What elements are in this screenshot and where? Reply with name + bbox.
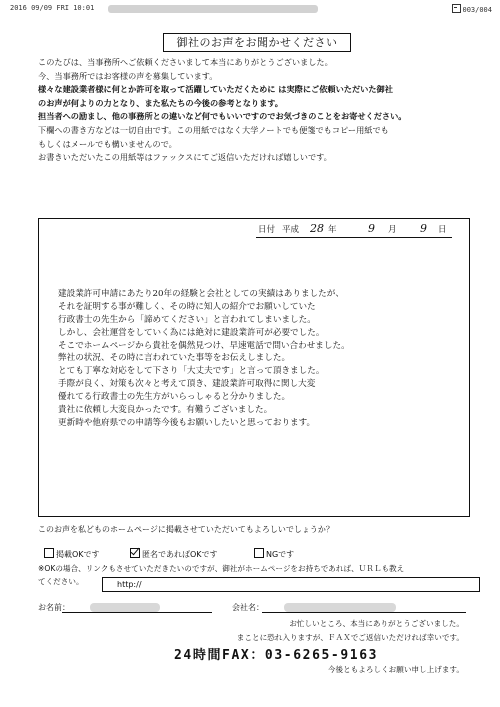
testimonial-line: 手際が良く、対策も次々と考えて頂き、建設業許可取得に関し大変 — [58, 379, 316, 390]
testimonial-line: 弊社の状況、その時に言われていた事等をお伝えしました。 — [58, 353, 291, 364]
closing-fax-request: まことに恐れ入りますが、ＦＡＸでご返信いただければ幸いです。 — [236, 633, 464, 642]
intro-line: このたびは、当事務所へご依頼くださいまして本当にありがとうございました。 — [38, 57, 333, 67]
consent-question: このお声を私どものホームページに掲載させていただいてもよろしいでしょうか？ — [38, 525, 334, 534]
page-icon — [452, 4, 461, 13]
date-label: 日付 — [258, 225, 276, 235]
testimonial-line: 更新時や他府県での申請等今後もお願いしたいと思っております。 — [58, 417, 316, 428]
date-day-unit: 日 — [438, 225, 447, 235]
testimonial-line: 行政書士の先生から「諦めてください」と言われてしまいました。 — [58, 314, 316, 325]
date-year: 28 — [310, 222, 324, 235]
note-line: ※OKの場合、リンクもさせていただきたいのですが、御社がホームページをお持ちであれば、ＵＲＬも教え — [38, 564, 405, 573]
intro-line-bold: 様々な建設業者様に何とか許可を取って活躍していただくために は実際にご依頼いただいた御社 — [38, 84, 393, 95]
intro-line: もしくはメールでも構いませんので。 — [38, 138, 177, 149]
option-label: 匿名であればOKです — [142, 550, 218, 559]
testimonial-line: 貴社に依頼し大変良かったです。有難うございました。 — [58, 405, 273, 416]
redacted-sender — [108, 5, 318, 13]
intro-line-bold: のお声が何よりの力となり、また私たちの今後の参考となります。 — [38, 97, 283, 108]
closing-regards: 今後ともよろしくお願い申し上げます。 — [327, 665, 464, 674]
intro-line: お書きいただいたこの用紙等はファックスにてご返信いただければ嬉しいです。 — [38, 152, 332, 163]
option-label: NGです — [266, 550, 295, 559]
testimonial-line: とても丁寧な対応をして下さり「大丈夫です」と言って頂きました。 — [58, 366, 325, 377]
fax-header — [10, 4, 492, 16]
redacted-name — [90, 603, 160, 612]
intro-line-bold: 担当者への励まし、他の事務所との違いなど何でもいいですのでお気づきのことをお寄せください。 — [38, 111, 407, 122]
url-input[interactable] — [102, 577, 480, 592]
date-field[interactable] — [256, 224, 452, 238]
option-publish-ok[interactable] — [44, 548, 100, 560]
publish-ok-checkbox[interactable] — [44, 548, 54, 558]
fax-number: 24時間FAX：03-6265-9163 — [174, 648, 379, 663]
intro-text — [38, 56, 478, 165]
company-field[interactable] — [262, 612, 466, 613]
date-day: 9 — [420, 222, 427, 235]
option-ng[interactable] — [254, 548, 294, 560]
name-label: お名前： — [38, 603, 70, 612]
date-era: 平成 — [282, 225, 300, 235]
redacted-company — [284, 603, 396, 612]
testimonial-line: 優れてる行政書士の先生方がいらっしゃると分かりました。 — [58, 392, 291, 403]
testimonial-line: そこでホームページから貴社を偶然見つけ、早速電話で問い合わせました。 — [58, 340, 350, 351]
date-month: 9 — [368, 222, 375, 235]
option-anonymous-ok[interactable] — [130, 548, 218, 560]
date-year-unit: 年 — [328, 225, 337, 235]
form-title: 御社のお声をお聞かせください — [163, 33, 351, 52]
testimonial-text — [58, 288, 458, 430]
option-label: 掲載OKです — [56, 550, 100, 559]
anonymous-ok-checkbox[interactable] — [130, 548, 140, 558]
intro-line: 今、当事務所ではお客様の声を募集しています。 — [38, 70, 218, 81]
closing-thanks: お忙しいところ、本当にありがとうございました。 — [289, 619, 464, 628]
testimonial-line: それを証明する事が難しく、その時に知人の紹介でお願いしていた — [58, 301, 316, 312]
note-line: てください。 — [38, 577, 84, 586]
name-field[interactable] — [62, 612, 212, 613]
fax-page-number: 003/004 — [462, 6, 492, 14]
testimonial-line: しかし、会社運営をしていく為には絶対に建設業許可が必要でした。 — [58, 327, 325, 338]
date-month-unit: 月 — [388, 225, 397, 235]
company-label: 会社名： — [232, 603, 264, 612]
ng-checkbox[interactable] — [254, 548, 264, 558]
intro-line: 下欄への書き方などは一切自由です。この用紙ではなく大学ノートでも便箋でもコピー用紙でも — [38, 124, 389, 135]
testimonial-line: 建設業許可申請にあたり20年の経験と会社としての実績はありましたが、 — [58, 289, 344, 299]
url-prefix: http:// — [117, 580, 142, 589]
fax-timestamp: 2016 09/09 FRI 10:01 — [10, 4, 95, 12]
fax-page-indicator — [452, 4, 492, 14]
